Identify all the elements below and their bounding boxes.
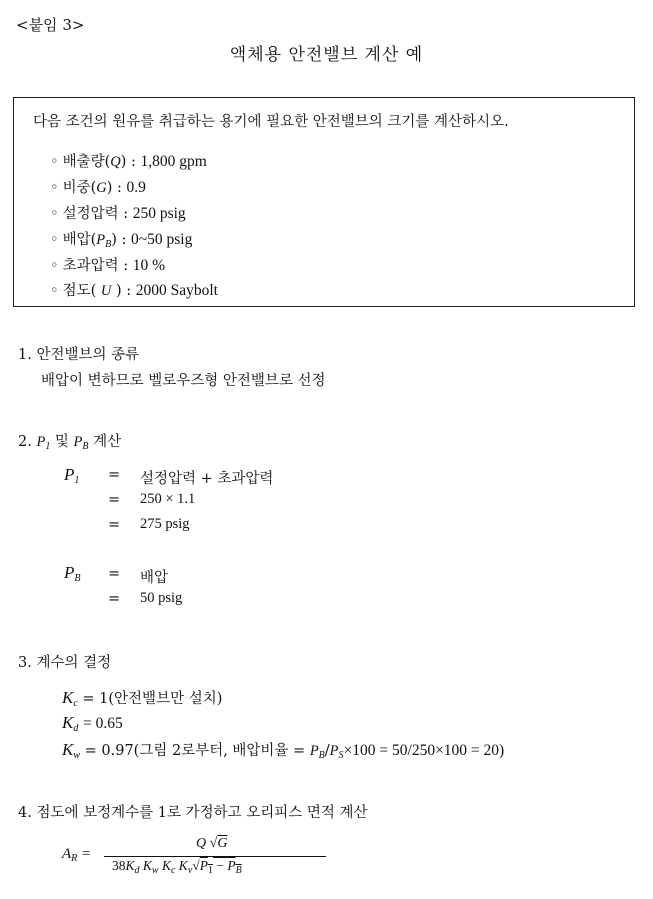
- radicand: [199, 858, 242, 876]
- symbol-sub: B: [235, 865, 242, 876]
- kd-line: [62, 713, 123, 734]
- symbol-k: K: [62, 688, 74, 707]
- symbol-sub: c: [73, 698, 78, 709]
- symbol-sub: 1: [45, 441, 51, 452]
- pb-lhs: [64, 563, 81, 584]
- condition-set-pressure: ◦ 설정압력 : 250 psig: [50, 205, 186, 222]
- root-sign: √: [209, 836, 218, 851]
- section4-heading: 4. 점도에 보정계수를 1로 가정하고 오리피스 면적 계산: [18, 805, 368, 821]
- symbol-k: K: [62, 740, 74, 759]
- kw-line: [62, 739, 504, 761]
- symbol-q: Q: [196, 836, 210, 851]
- condition-value: 10 %: [132, 257, 165, 274]
- page-title: 액체용 안전밸브 계산 예: [229, 45, 424, 65]
- symbol-sub: 1: [74, 475, 80, 486]
- symbol-p: P: [64, 563, 75, 582]
- bullet: ◦: [50, 206, 59, 222]
- p1-line-1: 설정압력 + 초과압력: [140, 471, 274, 487]
- symbol-sub: v: [187, 865, 193, 876]
- symbol-k: K: [178, 858, 188, 873]
- section3-heading: 3. 계수의 결정: [18, 655, 112, 671]
- kc-line: [62, 687, 222, 709]
- symbol-sub: c: [170, 865, 176, 876]
- symbol-p: P: [199, 858, 208, 873]
- condition-symbol: P: [96, 232, 106, 248]
- section2-tail: 계산: [93, 434, 122, 450]
- symbol-sub: B: [82, 441, 89, 452]
- slash: /: [324, 743, 330, 759]
- symbol-p: P: [227, 858, 236, 873]
- symbol-sub: S: [338, 750, 344, 761]
- symbol-g: G: [217, 836, 228, 851]
- symbol-sub: w: [73, 750, 81, 761]
- condition-label: 초과압력: [62, 258, 119, 274]
- kd-value: = 0.65: [82, 715, 123, 732]
- symbol-sub: d: [73, 723, 79, 734]
- condition-label: 배압: [62, 232, 91, 248]
- bullet: ◦: [50, 258, 59, 274]
- problem-box: [13, 97, 635, 307]
- symbol-k: K: [142, 858, 152, 873]
- bullet: ◦: [50, 283, 59, 299]
- condition-value: 1,800 gpm: [140, 153, 207, 170]
- fraction-bar: [104, 856, 326, 857]
- condition-value: 0.9: [126, 179, 146, 196]
- formula-numerator: [196, 836, 227, 852]
- symbol-k: K: [125, 858, 135, 873]
- condition-value: 2000 Saybolt: [135, 282, 218, 299]
- pb-line-1: 배압: [140, 570, 169, 586]
- equals-sign: =: [77, 846, 92, 862]
- section1-body: 배압이 변하므로 벨로우즈형 안전밸브로 선정: [41, 373, 326, 389]
- condition-specific-gravity: ◦ 비중(G) : 0.9: [50, 179, 146, 196]
- condition-symbol-sub: B: [105, 239, 112, 250]
- condition-back-pressure: ◦ 배압$(P_B)$ : 0~50 psig: [50, 231, 193, 250]
- symbol-p: P: [36, 434, 46, 450]
- symbol-sub: B: [74, 573, 81, 584]
- bullet: ◦: [50, 180, 59, 196]
- bullet: ◦: [50, 232, 59, 248]
- condition-overpressure: ◦ 초과압력 : 10 %: [50, 257, 165, 274]
- symbol-sub: R: [71, 853, 78, 864]
- symbol-sub: B: [318, 750, 325, 761]
- condition-label: 배출량: [62, 154, 105, 170]
- problem-prompt: 다음 조건의 원유를 취급하는 용기에 필요한 안전밸브의 크기를 계산하시오.: [33, 114, 509, 130]
- equals-sign: =: [108, 492, 121, 508]
- bullet: ◦: [50, 154, 59, 170]
- equals-sign: =: [108, 517, 121, 533]
- den-38: 38: [112, 858, 126, 873]
- symbol-sub: 1: [207, 865, 213, 876]
- condition-symbol: Q: [110, 154, 121, 170]
- equals-sign: =: [108, 566, 121, 582]
- p1-line-3: 275 psig: [140, 516, 190, 532]
- condition-value: 250 psig: [132, 205, 186, 222]
- condition-discharge: ◦ 배출량(Q) : 1,800 gpm: [50, 153, 207, 170]
- section1-heading: 1. 안전밸브의 종류: [18, 347, 140, 363]
- p1-line-2: 250 × 1.1: [140, 491, 196, 507]
- pb-line-2: 50 psig: [140, 590, 183, 606]
- formula-denominator: [112, 858, 242, 876]
- root-sign: √: [192, 858, 200, 873]
- condition-symbol: G: [96, 180, 107, 196]
- section2-heading: [18, 430, 121, 452]
- equals-sign: =: [108, 591, 121, 607]
- appendix-label: <붙임 3>: [16, 16, 85, 34]
- section2-num: 2.: [18, 434, 32, 450]
- symbol-sub: w: [151, 865, 159, 876]
- symbol-p: P: [64, 465, 75, 484]
- orifice-area-lhs: [62, 846, 91, 864]
- symbol-p: P: [309, 743, 319, 759]
- condition-viscosity: ◦ 점도( U ) : 2000 Saybolt: [50, 282, 218, 299]
- symbol-sub: d: [134, 865, 140, 876]
- minus-sign: −: [212, 858, 228, 873]
- kw-value-a: = 0.97(그림 2로부터, 배압비율 =: [84, 743, 310, 759]
- condition-label: 설정압력: [62, 206, 119, 222]
- section2-conj: 및: [54, 434, 69, 450]
- equals-sign: =: [108, 467, 121, 483]
- condition-label: 비중: [62, 180, 91, 196]
- condition-symbol: U: [100, 283, 112, 299]
- condition-label: 점도: [62, 283, 91, 299]
- condition-value: 0~50 psig: [130, 231, 193, 248]
- symbol-p: P: [73, 434, 83, 450]
- symbol-a: A: [62, 846, 72, 862]
- symbol-k: K: [161, 858, 171, 873]
- kc-value: = 1(안전밸브만 설치): [82, 691, 223, 707]
- symbol-p: P: [329, 743, 339, 759]
- p1-lhs: [64, 465, 79, 486]
- kw-value-b: ×100 = 50/250×100 = 20): [343, 742, 505, 759]
- symbol-k: K: [62, 713, 74, 732]
